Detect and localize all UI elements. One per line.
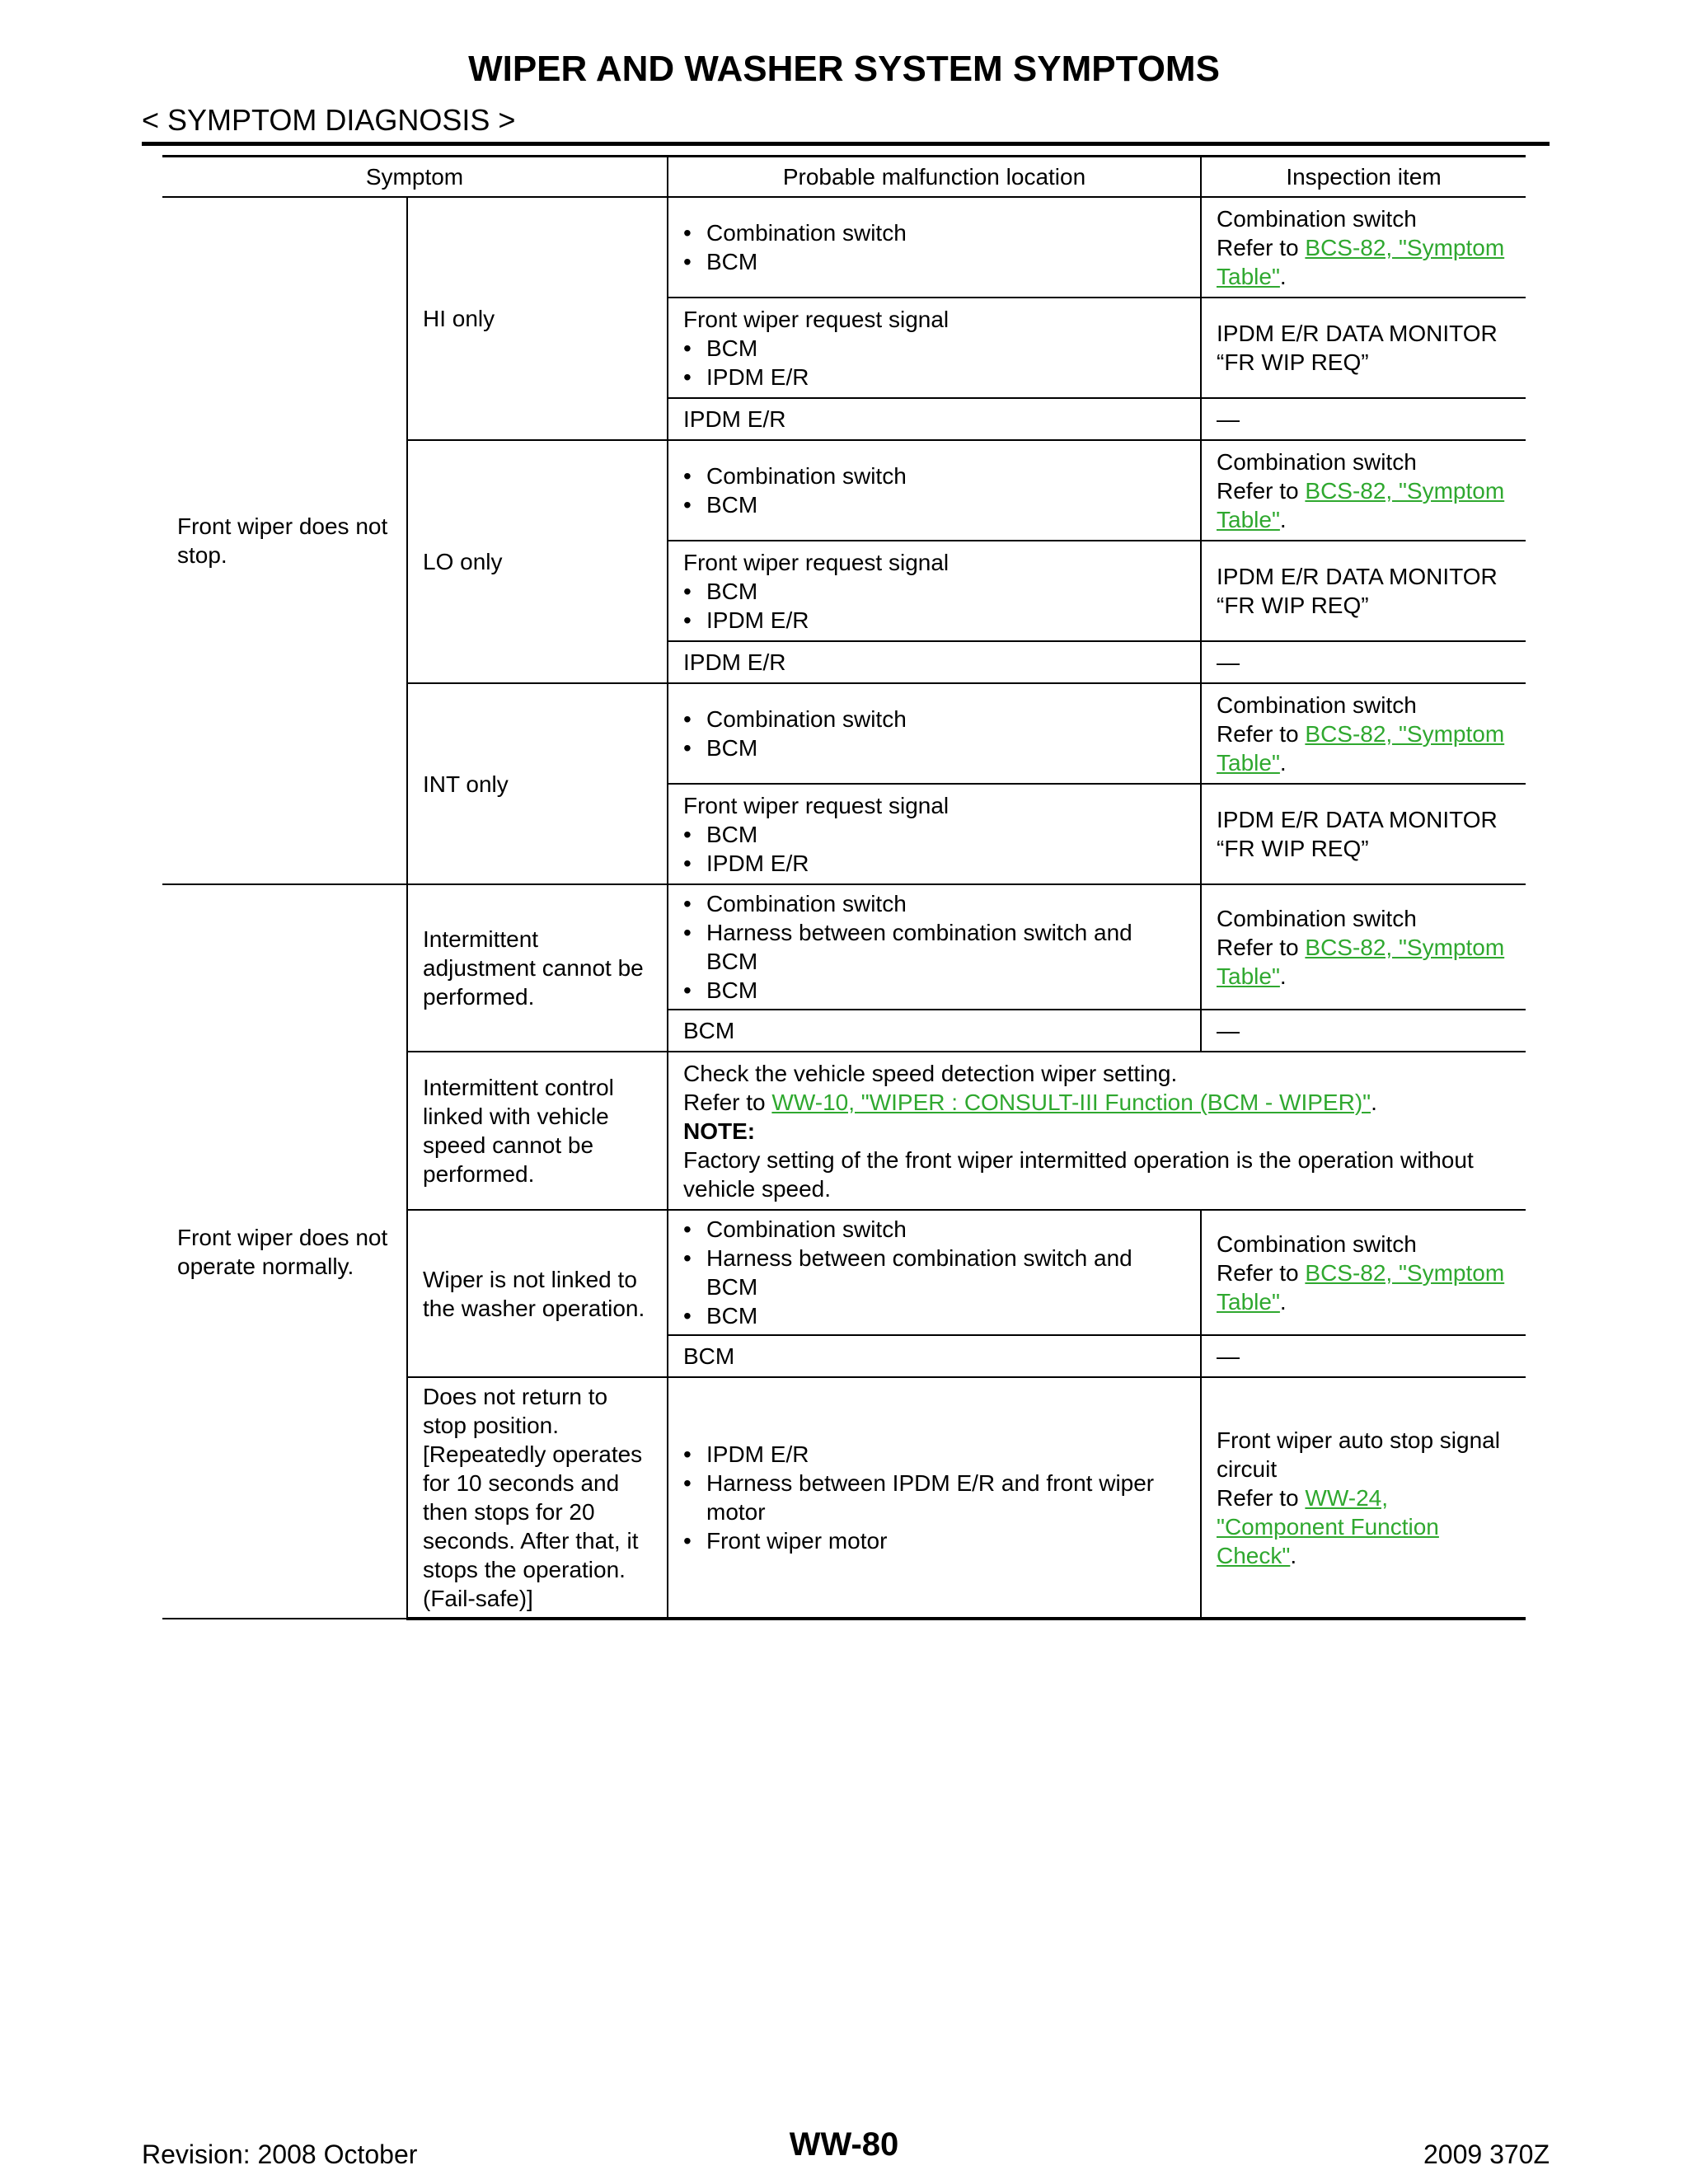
ww-24-link[interactable]: WW-24, "Component Function Check" bbox=[1217, 1484, 1439, 1568]
column-header-symptom: Symptom bbox=[162, 157, 668, 198]
bcs-82-link[interactable]: BCS-82, "Symptom Table" bbox=[1217, 1259, 1505, 1315]
sub-symptom-stop-position: Does not return to stop position. [Repeatedly operates for 10 seconds and then stops for 20 seconds. After that, it stops the operation. (Fail-safe)] bbox=[407, 1377, 668, 1619]
location-cell bbox=[668, 541, 1201, 641]
inspection-cell: — bbox=[1201, 398, 1526, 440]
location-cell bbox=[668, 440, 1201, 541]
location-list bbox=[683, 1215, 1185, 1330]
location-cell: BCM bbox=[668, 1335, 1201, 1377]
note-text: Factory setting of the front wiper intermitted operation is the operation without vehicle speed. bbox=[683, 1146, 1474, 1202]
sub-symptom-int-adjust: Intermittent adjustment cannot be performed. bbox=[407, 884, 668, 1052]
location-cell bbox=[668, 884, 1201, 1010]
inspection-title: IPDM E/R DATA MONITOR bbox=[1217, 564, 1498, 589]
table-row bbox=[162, 884, 1526, 1010]
inspection-cell: — bbox=[1201, 1010, 1526, 1052]
location-cell bbox=[668, 1377, 1201, 1619]
sub-symptom-washer: Wiper is not linked to the washer operation. bbox=[407, 1210, 668, 1377]
sub-symptom-int-speed: Intermittent control linked with vehicle speed cannot be performed. bbox=[407, 1052, 668, 1210]
inspection-title: Combination switch bbox=[1217, 905, 1417, 931]
period: . bbox=[1279, 749, 1287, 776]
location-list bbox=[683, 1440, 1185, 1555]
inspection-refer bbox=[1217, 933, 1511, 991]
refer-text: Refer to bbox=[1217, 234, 1306, 260]
list-item: • BCM bbox=[683, 1301, 1185, 1330]
refer-text: Refer to bbox=[1217, 934, 1306, 960]
speed-check-text: Check the vehicle speed detection wiper setting. bbox=[683, 1060, 1178, 1086]
location-cell bbox=[668, 784, 1201, 884]
inspection-refer bbox=[1217, 233, 1511, 291]
inspection-cell bbox=[1201, 683, 1526, 784]
list-item: • IPDM E/R bbox=[683, 849, 1185, 878]
location-list bbox=[683, 820, 1185, 878]
list-item: • IPDM E/R bbox=[683, 1440, 1185, 1469]
column-header-location: Probable malfunction location bbox=[668, 157, 1201, 198]
inspection-cell bbox=[1201, 541, 1526, 641]
inspection-item: “FR WIP REQ” bbox=[1217, 593, 1369, 618]
period: . bbox=[1279, 263, 1287, 289]
list-item: • Combination switch bbox=[683, 462, 1185, 490]
location-cell: IPDM E/R bbox=[668, 641, 1201, 683]
column-header-inspection: Inspection item bbox=[1201, 157, 1526, 198]
list-item: • Harness between IPDM E/R and front wiper motor bbox=[683, 1469, 1185, 1526]
inspection-cell bbox=[1201, 1210, 1526, 1335]
period: . bbox=[1371, 1089, 1377, 1115]
location-cell bbox=[668, 1210, 1201, 1335]
inspection-cell bbox=[1201, 298, 1526, 398]
list-item: • IPDM E/R bbox=[683, 606, 1185, 635]
sub-symptom-lo-only: LO only bbox=[407, 440, 668, 683]
inspection-refer bbox=[1217, 1483, 1511, 1570]
note-label: NOTE: bbox=[683, 1118, 756, 1144]
location-cell bbox=[668, 298, 1201, 398]
inspection-title: Front wiper auto stop signal circuit bbox=[1217, 1427, 1500, 1482]
list-item: • BCM bbox=[683, 577, 1185, 606]
inspection-title: IPDM E/R DATA MONITOR bbox=[1217, 321, 1498, 346]
location-list bbox=[683, 218, 1185, 276]
refer-text: Refer to bbox=[1217, 1259, 1306, 1286]
refer-text: Refer to bbox=[683, 1089, 772, 1115]
list-item: • Front wiper motor bbox=[683, 1526, 1185, 1555]
list-item: • BCM bbox=[683, 334, 1185, 363]
period: . bbox=[1279, 1288, 1287, 1315]
list-item: • BCM bbox=[683, 976, 1185, 1005]
speed-check-refer bbox=[683, 1088, 1511, 1117]
period: . bbox=[1279, 506, 1287, 532]
speed-check-cell bbox=[668, 1052, 1526, 1210]
inspection-refer bbox=[1217, 719, 1511, 777]
location-title: Front wiper request signal bbox=[683, 792, 950, 818]
inspection-cell: — bbox=[1201, 641, 1526, 683]
list-item: • BCM bbox=[683, 820, 1185, 849]
inspection-cell bbox=[1201, 884, 1526, 1010]
bcs-82-link[interactable]: BCS-82, "Symptom Table" bbox=[1217, 234, 1505, 289]
refer-text: Refer to bbox=[1217, 477, 1306, 504]
table-header-row bbox=[162, 157, 1526, 198]
location-list bbox=[683, 577, 1185, 635]
sub-symptom-hi-only: HI only bbox=[407, 197, 668, 440]
refer-text: Refer to bbox=[1217, 1484, 1306, 1511]
location-cell: IPDM E/R bbox=[668, 398, 1201, 440]
inspection-refer bbox=[1217, 1258, 1511, 1316]
inspection-cell bbox=[1201, 197, 1526, 298]
period: . bbox=[1279, 963, 1287, 989]
list-item: • Combination switch bbox=[683, 218, 1185, 247]
symptom-group-not-stop: Front wiper does not stop. bbox=[162, 197, 407, 884]
location-title: Front wiper request signal bbox=[683, 306, 950, 332]
list-item: • BCM bbox=[683, 247, 1185, 276]
inspection-title: Combination switch bbox=[1217, 1230, 1417, 1257]
location-title: Front wiper request signal bbox=[683, 549, 950, 575]
bcs-82-link[interactable]: BCS-82, "Symptom Table" bbox=[1217, 720, 1505, 776]
list-item: • Combination switch bbox=[683, 1215, 1185, 1244]
location-list bbox=[683, 889, 1185, 1005]
location-cell: BCM bbox=[668, 1010, 1201, 1052]
inspection-refer bbox=[1217, 476, 1511, 534]
inspection-item: “FR WIP REQ” bbox=[1217, 836, 1369, 861]
inspection-cell bbox=[1201, 1377, 1526, 1619]
symptom-group-not-normal: Front wiper does not operate normally. bbox=[162, 884, 407, 1619]
list-item: • Combination switch bbox=[683, 705, 1185, 733]
location-list bbox=[683, 705, 1185, 762]
list-item: • BCM bbox=[683, 733, 1185, 762]
bcs-82-link[interactable]: BCS-82, "Symptom Table" bbox=[1217, 477, 1505, 532]
sub-symptom-int-only: INT only bbox=[407, 683, 668, 884]
inspection-title: Combination switch bbox=[1217, 448, 1417, 475]
inspection-cell: — bbox=[1201, 1335, 1526, 1377]
inspection-title: IPDM E/R DATA MONITOR bbox=[1217, 807, 1498, 832]
symptom-table bbox=[162, 155, 1526, 1620]
refer-text: Refer to bbox=[1217, 720, 1306, 747]
list-item: • Combination switch bbox=[683, 889, 1185, 918]
footer-page-number: WW-80 bbox=[789, 2126, 899, 2163]
list-item: • IPDM E/R bbox=[683, 363, 1185, 391]
inspection-item: “FR WIP REQ” bbox=[1217, 349, 1369, 375]
list-item: • BCM bbox=[683, 490, 1185, 519]
inspection-title: Combination switch bbox=[1217, 691, 1417, 718]
location-cell bbox=[668, 197, 1201, 298]
header-rule bbox=[142, 142, 1550, 146]
location-list bbox=[683, 334, 1185, 391]
inspection-cell bbox=[1201, 784, 1526, 884]
ww-10-link[interactable]: WW-10, "WIPER : CONSULT-III Function (BCM - WIPER)" bbox=[771, 1089, 1372, 1115]
page-title: WIPER AND WASHER SYSTEM SYMPTOMS bbox=[468, 49, 1220, 89]
footer-model: 2009 370Z bbox=[1423, 2139, 1550, 2169]
location-cell bbox=[668, 683, 1201, 784]
section-label: < SYMPTOM DIAGNOSIS > bbox=[142, 103, 516, 137]
inspection-cell bbox=[1201, 440, 1526, 541]
list-item: • Harness between combination switch and BCM bbox=[683, 918, 1185, 976]
period: . bbox=[1290, 1542, 1297, 1568]
location-list bbox=[683, 462, 1185, 519]
bcs-82-link[interactable]: BCS-82, "Symptom Table" bbox=[1217, 934, 1505, 989]
list-item: • Harness between combination switch and BCM bbox=[683, 1244, 1185, 1301]
table-row bbox=[162, 197, 1526, 298]
inspection-title: Combination switch bbox=[1217, 205, 1417, 232]
footer-revision: Revision: 2008 October bbox=[142, 2139, 418, 2169]
